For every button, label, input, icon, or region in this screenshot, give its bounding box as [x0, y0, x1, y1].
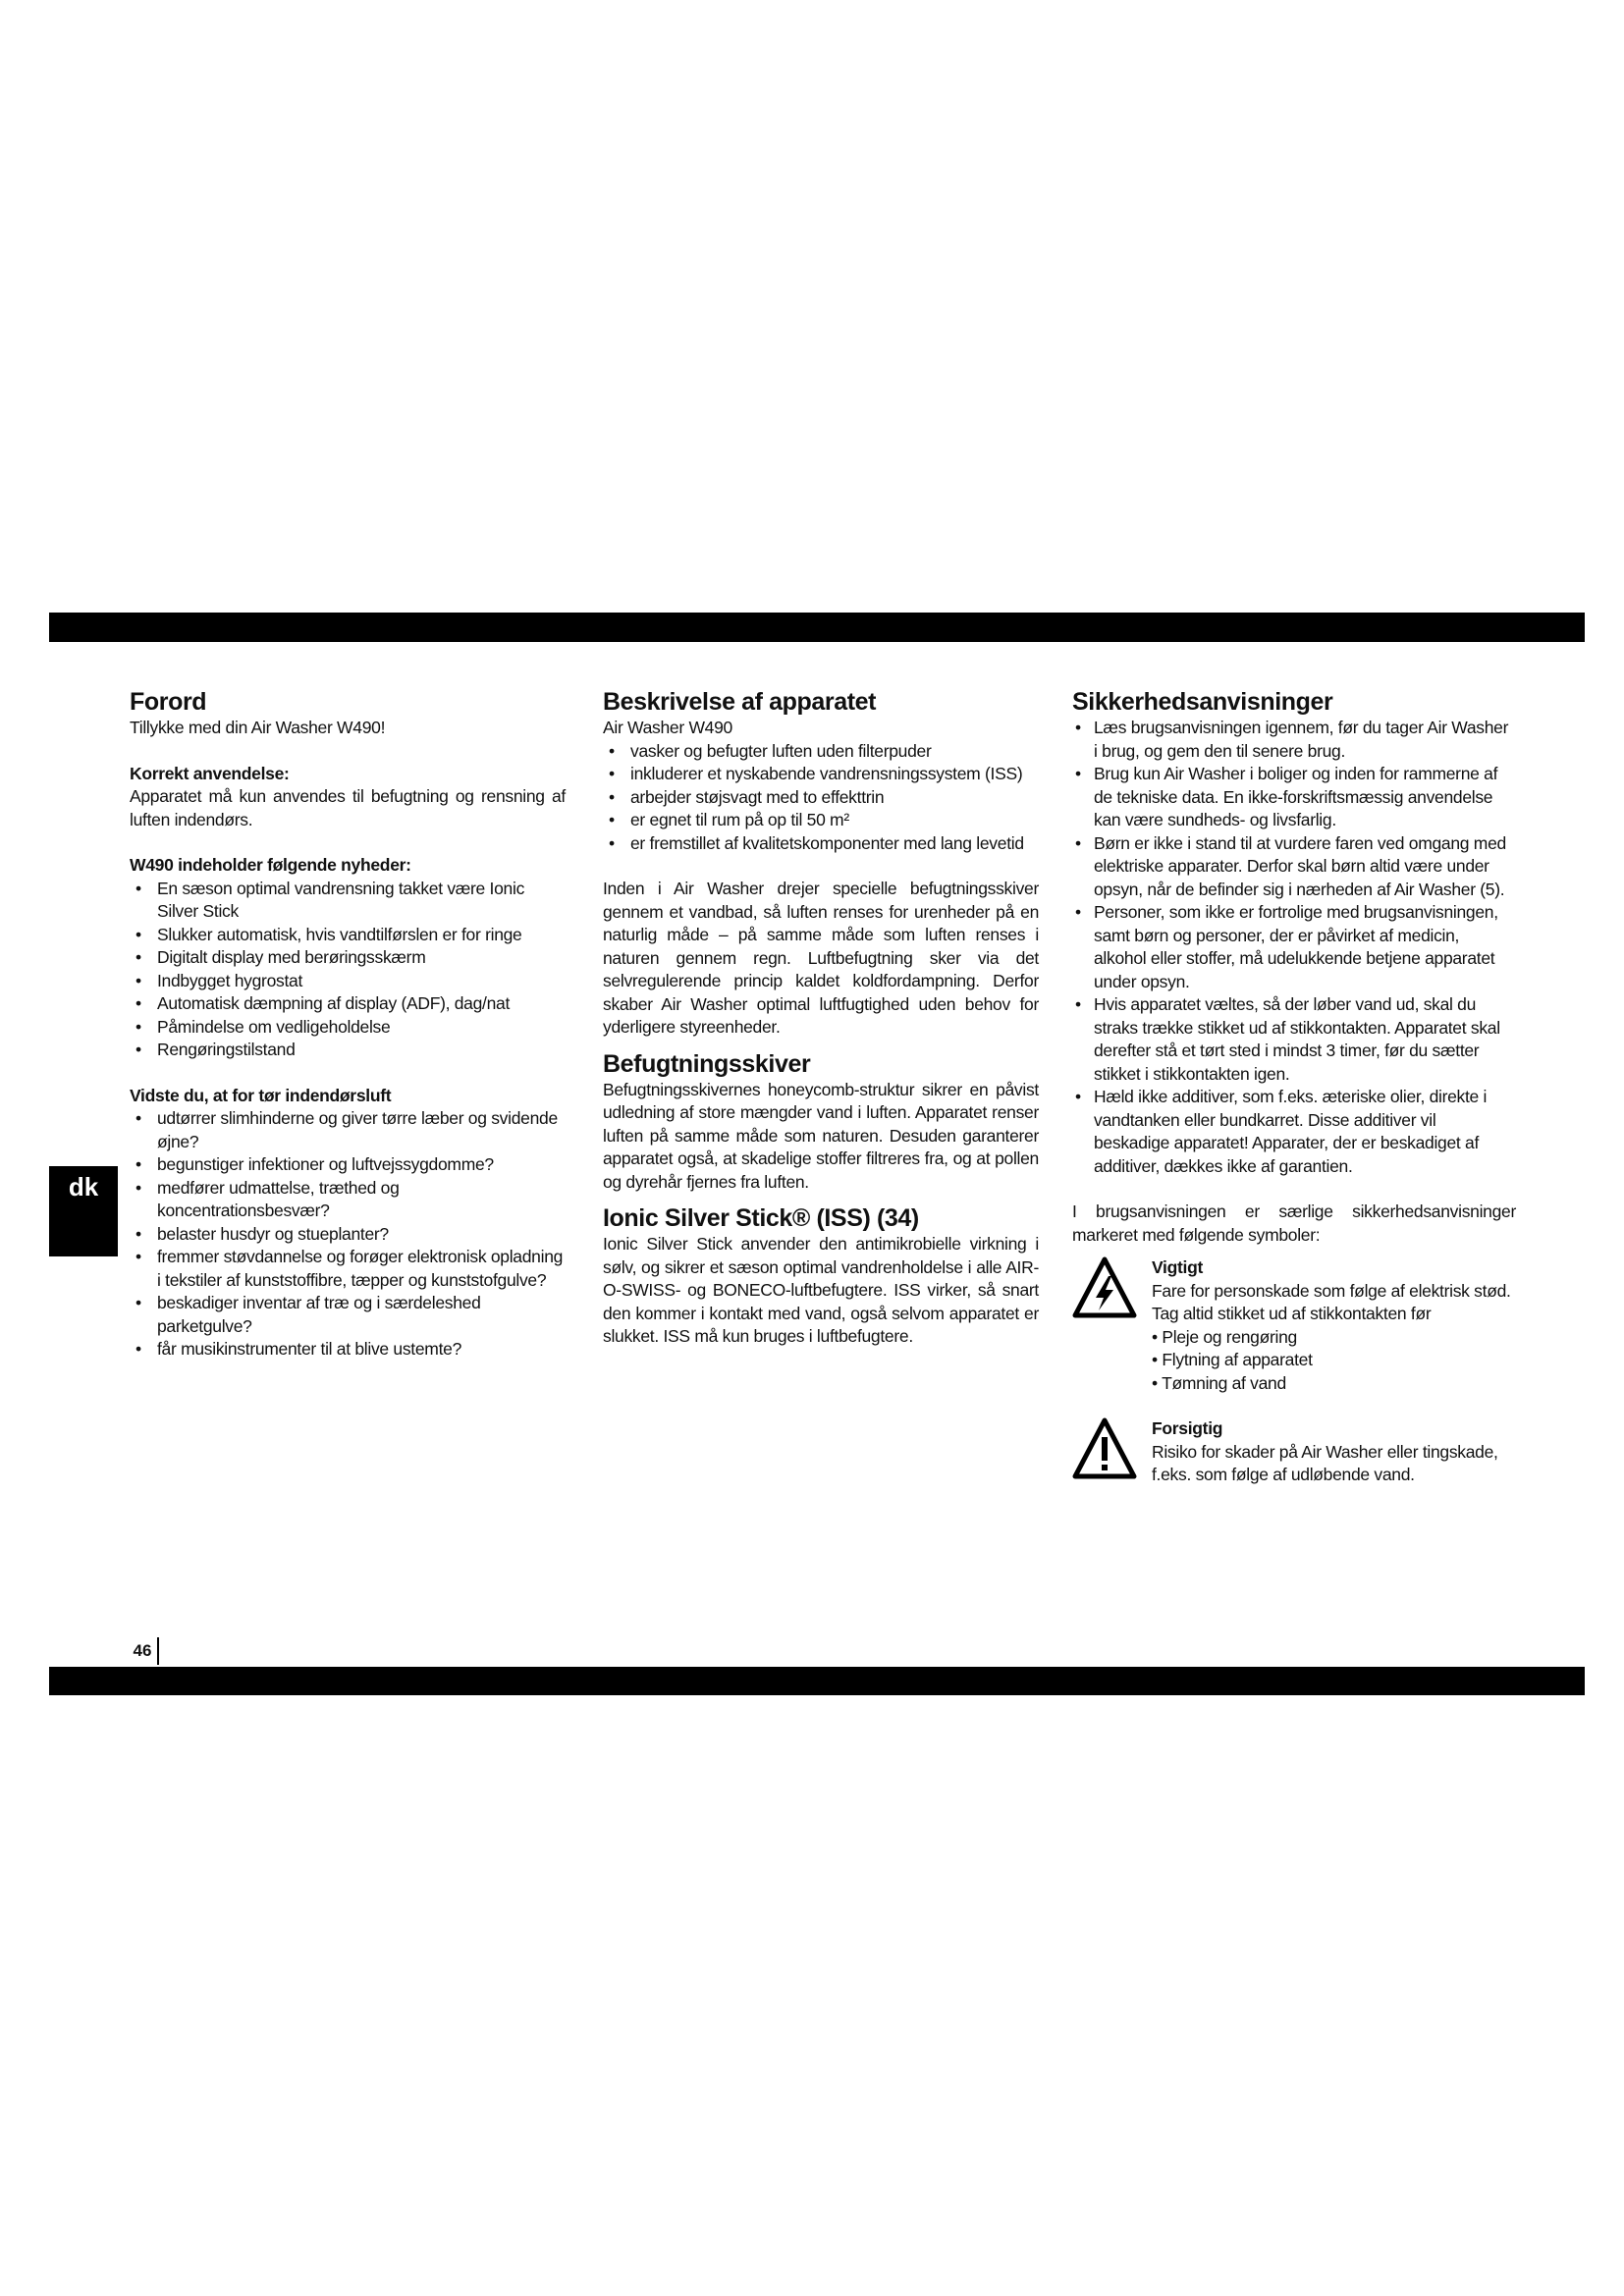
list-item: • er egnet til rum på op til 50 m²	[603, 809, 1039, 832]
list-item: • får musikinstrumenter til at blive ustemte?	[130, 1338, 566, 1362]
skiver-text: Befugtningsskivernes honeycomb-struktur sikrer en påvist udledning af store mængder vand i luften. Apparatet renser luften på samme måde som naturen. Desuden garanterer apparatet også, at skadelige stoffer filtreres fra, og at pollen og dyrehår fjernes fra luften.	[603, 1079, 1039, 1192]
korrekt-text: Apparatet må kun anvendes til befugtning og rensning af luften indendørs.	[130, 786, 566, 829]
electric-shock-warning-icon	[1072, 1256, 1137, 1321]
list-item: • En sæson optimal vandrensning takket være Ionic Silver Stick	[130, 878, 566, 924]
list-item: • Brug kun Air Washer i boliger og inden for rammerne af de tekniske data. En ikke-forskriftsmæssig anvendelse kan være sundheds- og livsfarlig.	[1072, 763, 1516, 832]
vigtigt-list	[1152, 1326, 1516, 1396]
language-tab-label: dk	[68, 1172, 99, 1201]
vidste-heading: Vidste du, at for tør indendørsluft	[130, 1085, 392, 1105]
beskrivelse-list	[603, 740, 1039, 856]
column-3	[1072, 687, 1516, 1487]
nyheder-heading: W490 indeholder følgende nyheder:	[130, 855, 411, 875]
forsigtig-block	[1072, 1417, 1516, 1487]
caution-warning-icon	[1072, 1417, 1137, 1482]
list-item: • begunstiger infektioner og luftvejssygdomme?	[130, 1153, 566, 1177]
list-item: • Automatisk dæmpning af display (ADF), dag/nat	[130, 992, 566, 1016]
beskrivelse-subtitle: Air Washer W490	[603, 718, 732, 737]
sikker-heading: Sikkerhedsanvisninger	[1072, 688, 1333, 716]
list-item: • Digitalt display med berøringsskærm	[130, 946, 566, 970]
vigtigt-block	[1072, 1256, 1516, 1395]
list-item: • Hæld ikke additiver, som f.eks. æteriske olier, direkte i vandtanken eller bundkarret. Disse additiver vil beskadige apparatet! Apparater, der er beskadiget af additiver, dækkes ikke af garantien.	[1072, 1086, 1516, 1178]
beskrivelse-heading: Beskrivelse af apparatet	[603, 688, 877, 716]
forord-text: Tillykke med din Air Washer W490!	[130, 718, 386, 737]
list-item: • Pleje og rengøring	[1152, 1326, 1516, 1350]
list-item: • arbejder støjsvagt med to effekttrin	[603, 786, 1039, 810]
list-item: • Indbygget hygrostat	[130, 970, 566, 993]
iss-heading: Ionic Silver Stick® (ISS) (34)	[603, 1204, 919, 1232]
forsigtig-heading: Forsigtig	[1152, 1418, 1223, 1438]
nyheder-list	[130, 878, 566, 1062]
list-item: • Børn er ikke i stand til at vurdere faren ved omgang med elektriske apparater. Derfor skal børn altid være under opsyn, når de befinder sig i nærheden af Air Washer (5).	[1072, 832, 1516, 902]
list-item: • Påmindelse om vedligeholdelse	[130, 1016, 566, 1040]
bottom-black-bar	[49, 1667, 1585, 1695]
skiver-heading: Befugtningsskiver	[603, 1049, 811, 1078]
page-number: 46	[128, 1637, 159, 1665]
forord-heading: Forord	[130, 688, 207, 716]
list-item: • beskadiger inventar af træ og i særdeleshed parketgulve?	[130, 1292, 566, 1338]
vidste-list	[130, 1107, 566, 1362]
iss-text: Ionic Silver Stick anvender den antimikrobielle virkning i sølv, og sikrer et sæson optimal vandrenholdelse i alle AIR-O-SWISS- og BONECO-luftbefugtere. ISS virker, så snart den kommer i kontakt med vand, også selvom apparatet er slukket. ISS må kun bruges i luftbefugtere.	[603, 1234, 1039, 1346]
symbol-intro: I brugsanvisningen er særlige sikkerhedsanvisninger markeret med følgende symboler:	[1072, 1201, 1516, 1245]
top-black-bar	[49, 613, 1585, 642]
list-item: • inkluderer et nyskabende vandrensningssystem (ISS)	[603, 763, 1039, 786]
list-item: • Læs brugsanvisningen igennem, før du tager Air Washer i brug, og gem den til senere brug.	[1072, 717, 1516, 763]
list-item: • belaster husdyr og stueplanter?	[130, 1223, 566, 1247]
list-item: • er fremstillet af kvalitetskomponenter med lang levetid	[603, 832, 1039, 856]
list-item: • Flytning af apparatet	[1152, 1349, 1516, 1372]
list-item: • fremmer støvdannelse og forøger elektronisk opladning i tekstiler af kunststoffibre, tæpper og kunststofgulve?	[130, 1246, 566, 1292]
list-item: • Rengøringstilstand	[130, 1039, 566, 1062]
forsigtig-text: Risiko for skader på Air Washer eller tingskade, f.eks. som følge af udløbende vand.	[1152, 1441, 1498, 1484]
beskrivelse-text: Inden i Air Washer drejer specielle befugtningsskiver gennem et vandbad, så luften renses for urenheder på en naturlig måde – på samme måde som luften renses i naturen gennem regn. Luftbefugtning sker via det selvregulerende princip kaldet koldfordampning. Derfor skaber Air Washer optimal luftfugtighed uden behov for yderligere styreenheder.	[603, 879, 1039, 1037]
vigtigt-heading: Vigtigt	[1152, 1257, 1204, 1277]
list-item: • medfører udmattelse, træthed og koncentrationsbesvær?	[130, 1177, 566, 1223]
sikker-list	[1072, 717, 1516, 1178]
list-item: • Hvis apparatet væltes, så der løber vand ud, skal du straks trække stikket ud af stikkontakten. Apparatet skal derefter stå et tørt sted i mindst 3 timer, før du sætter stikket i stikkontakten igen.	[1072, 993, 1516, 1086]
korrekt-heading: Korrekt anvendelse:	[130, 763, 290, 783]
column-1	[130, 687, 566, 1362]
list-item: • Personer, som ikke er fortrolige med brugsanvisningen, samt børn og personer, der er påvirket af medicin, alkohol eller stoffer, må udelukkende betjene apparatet under opsyn.	[1072, 901, 1516, 993]
list-item: • udtørrer slimhinderne og giver tørre læber og svidende øjne?	[130, 1107, 566, 1153]
list-item: • Tømning af vand	[1152, 1372, 1516, 1396]
vigtigt-text: Fare for personskade som følge af elektrisk stød. Tag altid stikket ud af stikkontakten før	[1152, 1280, 1511, 1323]
column-2	[603, 687, 1039, 1349]
list-item: • vasker og befugter luften uden filterpuder	[603, 740, 1039, 764]
language-tab	[49, 1166, 118, 1256]
list-item: • Slukker automatisk, hvis vandtilførslen er for ringe	[130, 924, 566, 947]
